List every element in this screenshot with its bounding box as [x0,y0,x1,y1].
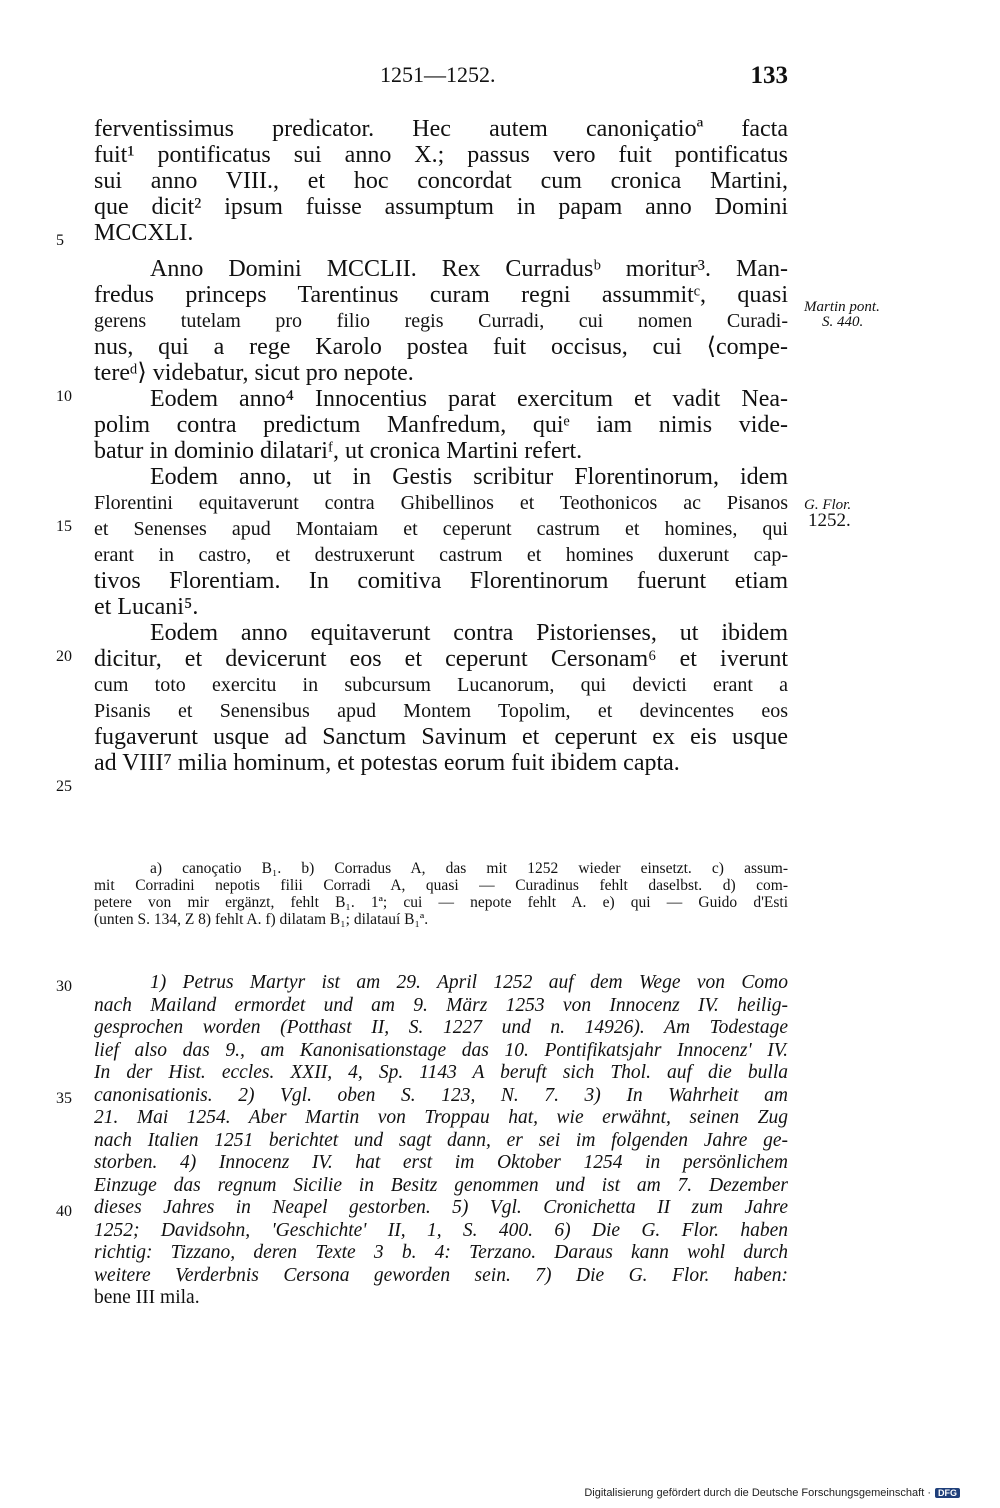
footnote-line: In der Hist. eccles. XXII, 4, Sp. 1143 A beruft sich Thol. auf die bulla [94,1062,788,1083]
margin-note-year: 1252. [808,510,851,531]
apparatus-line: (unten S. 134, Z 8) fehlt A. f) dilatam B₁; dilatauí B₁ª. [94,911,429,928]
footnote-line: bene III mila. [94,1287,200,1308]
margin-note-gflor [804,497,914,531]
text-line: Eodem anno equitaverunt contra Pistorienses, ut ibidem [150,620,788,646]
margin-note-martin [804,300,914,330]
header-years: 1251—1252. [380,62,496,87]
line-number: 5 [56,232,64,249]
margin-note-ref: S. 440. [822,314,864,330]
text-line: sui anno VIII., et hoc concordat cum cronica Martini, [94,168,788,194]
text-line: Florentini equitaverunt contra Ghibellinos et Teothonicos ac Pisanos [94,492,788,514]
footnote-line: weitere Verderbnis Cersona geworden sein. 7) Die G. Flor. haben: [94,1264,788,1286]
text-line: erant in castro, et destruxerunt castrum et homines duxerunt cap- [94,544,788,566]
text-line: Anno Domini MCCLII. Rex Curradusᵇ moritur³. Man- [150,256,788,282]
line-number: 15 [56,518,72,535]
margin-note-source: G. Flor. [804,497,852,513]
footnote-line: 1252; Davidsohn, 'Geschichte' II, 1, S. 400. 6) Die G. Flor. haben [94,1219,788,1241]
footnote-line: nach Mailand ermordet und am 9. März 1253 von Innocenz IV. heilig- [94,994,788,1016]
line-number: 40 [56,1203,72,1220]
text-line: dicitur, et devicerunt eos et ceperunt Cersonam⁶ et iverunt [94,646,788,672]
footnote-line: Einzuge das regnum Sicilie in Besitz genommen und ist am 7. Dezember [94,1174,788,1196]
footnote-line: lief also das 9., am Kanonisationstage das 10. Pontifikatsjahr Innocenz' IV. [94,1039,788,1061]
text-line: et Senenses apud Montaiam et ceperunt castrum et homines, qui [94,518,788,540]
footnote-line: gesprochen worden (Potthast II, S. 1227 und n. 14926). Am Todestage [94,1017,788,1038]
page-number: 133 [750,62,788,89]
text-line: ferventissimus predicator. Hec autem canoniçatioª facta [94,116,788,142]
text-line: fuit¹ pontificatus sui anno X.; passus vero fuit pontificatus [94,142,788,168]
footnote-line: storben. 4) Innocenz IV. hat erst im Oktober 1254 in persönlichem [94,1152,788,1173]
text-line: Eodem anno, ut in Gestis scribitur Florentinorum, idem [150,464,788,490]
line-number: 20 [56,648,72,665]
text-line: fugaverunt usque ad Sanctum Savinum et ceperunt ex eis usque [94,724,788,750]
footnote-line: dieses Jahres in Neapel gestorben. 5) Vgl. Cronichetta II zum Jahre [94,1197,788,1218]
credit-text: Digitalisierung gefördert durch die Deutsche Forschungsgemeinschaft · [584,1487,931,1499]
line-number: 30 [56,978,72,995]
text-line: nus, qui a rege Karolo postea fuit occisus, cui ⟨compe- [94,334,788,360]
line-number: 35 [56,1090,72,1107]
line-number: 25 [56,778,72,795]
text-line: et Lucani⁵. [94,594,199,620]
text-line: tivos Florentiam. In comitiva Florentinorum fuerunt etiam [94,568,788,594]
text-line: que dicit² ipsum fuisse assumptum in papam anno Domini [94,194,788,220]
apparatus-line: a) canoçatio B₁. b) Corradus A, das mit 1252 wieder einsetzt. c) assum- [150,860,788,877]
margin-note-source: Martin pont. [804,299,880,315]
running-header [94,62,788,96]
apparatus-line: petere von mir ergänzt, fehlt B₁. 1ª; cui — nepote fehlt A. e) qui — Guido d'Esti [94,894,788,911]
text-line: gerens tutelam pro filio regis Curradi, cui nomen Curadi- [94,310,788,332]
footnote-line: 1) Petrus Martyr ist am 29. April 1252 auf dem Wege von Como [150,972,788,993]
main-text [94,116,788,776]
footnotes [94,972,788,1310]
text-line: ad VIII⁷ milia hominum, et potestas eorum fuit ibidem capta. [94,750,680,776]
critical-apparatus [94,860,788,928]
text-line: Pisanis et Senensibus apud Montem Topolim, et devincentes eos [94,700,788,722]
footnote-line: 21. Mai 1254. Aber Martin von Troppau hat, wie erwähnt, seinen Zug [94,1107,788,1128]
footnote-line: canonisationis. 2) Vgl. oben S. 123, N. 7. 3) In Wahrheit am [94,1084,788,1106]
footnote-line: richtig: Tizzano, deren Texte 3 b. 4: Terzano. Daraus kann wohl durch [94,1242,788,1263]
text-line: Eodem anno⁴ Innocentius parat exercitum et vadit Nea- [150,386,788,412]
text-line: cum toto exercitu in subcursum Lucanorum, qui devicti erant a [94,674,788,696]
text-line: polim contra predictum Manfredum, quiᵉ iam nimis vide- [94,412,788,438]
dfg-logo: DFG [935,1488,960,1498]
footnote-line: nach Italien 1251 berichtet und sagt dann, er sei im folgenden Jahre ge- [94,1129,788,1151]
text-line: batur in dominio dilatariᶠ, ut cronica Martini refert. [94,438,583,464]
digitization-credit [584,1487,960,1499]
line-number: 10 [56,388,72,405]
text-line: fredus princeps Tarentinus curam regni assummitᶜ, quasi [94,282,788,308]
apparatus-line: mit Corradini nepotis filii Corradi A, quasi — Curadinus fehlt daselbst. d) com- [94,877,788,894]
text-line: tereᵈ⟩ videbatur, sicut pro nepote. [94,360,414,386]
text-line: MCCXLI. [94,220,194,246]
